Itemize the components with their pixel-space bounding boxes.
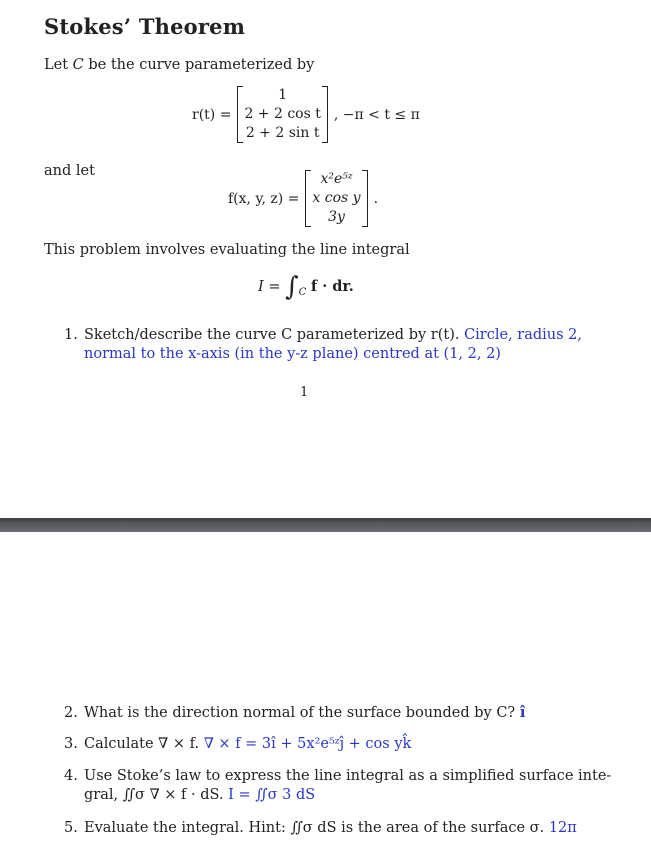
r-equation — [192, 86, 420, 143]
f-trail: . — [373, 190, 379, 207]
answer-2: î — [519, 704, 526, 721]
question-4-text-b: gral, ∬σ ∇ × f · dS. — [84, 787, 224, 803]
page-2 — [0, 532, 651, 850]
f-row-1: x²e⁵ᶻ — [320, 171, 353, 187]
f-lhs: f(x, y, z) = — [228, 190, 300, 207]
r-lhs: r(t) = — [192, 106, 232, 123]
f-row-2: x cos y — [312, 190, 361, 206]
integral-lhs: I = — [258, 279, 281, 295]
r-vector — [237, 86, 327, 143]
integral-sign-icon: ∫ — [285, 272, 299, 302]
question-3: 3. Calculate ∇ × f. ∇ × f = 3î + 5x²e⁵ᶻĵ + cos yk̂ — [64, 736, 412, 752]
question-3-text: Calculate ∇ × f. — [84, 736, 200, 752]
r-domain: , −π < t ≤ π — [333, 106, 420, 123]
and-let-text: and let — [44, 163, 95, 179]
line-integral — [258, 272, 354, 302]
question-5: 5. Evaluate the integral. Hint: ∬σ dS is the area of the surface σ. 12π — [64, 820, 577, 836]
question-2: 2. What is the direction normal of the surface bounded by C? î — [64, 704, 526, 721]
question-4-text-a: Use Stoke’s law to express the line integral as a simplified surface inte- — [84, 768, 612, 784]
question-1-text: Sketch/describe the curve C parameterized by r(t). — [84, 327, 460, 343]
f-equation — [228, 170, 378, 227]
integral-subscript: C — [298, 286, 307, 298]
page-number: 1 — [300, 385, 309, 400]
answer-4: I = ∬σ 3 dS — [228, 787, 316, 803]
f-vector — [305, 170, 367, 227]
question-1: 1. Sketch/describe the curve C parameterized by r(t). Circle, radius 2, — [64, 327, 583, 343]
r-row-2: 2 + 2 cos t — [244, 106, 321, 122]
f-row-3: 3y — [328, 209, 345, 225]
page-divider — [0, 518, 651, 532]
page-title: Stokes’ Theorem — [44, 14, 246, 39]
r-row-3: 2 + 2 sin t — [245, 125, 320, 141]
question-4: 4. Use Stoke’s law to express the line integral as a simplified surface inte- — [64, 768, 612, 784]
answer-3: ∇ × f = 3î + 5x²e⁵ᶻĵ + cos yk̂ — [203, 736, 412, 752]
question-5-text: Evaluate the integral. Hint: ∬σ dS is the area of the surface σ. — [84, 820, 545, 836]
problem-text: This problem involves evaluating the line integral — [44, 242, 410, 258]
answer-1b: normal to the x-axis (in the y-z plane) centred at (1, 2, 2) — [84, 346, 501, 362]
answer-1a: Circle, radius 2, — [464, 327, 583, 343]
question-2-text: What is the direction normal of the surface bounded by C? — [84, 705, 516, 721]
r-row-1: 1 — [278, 87, 288, 103]
answer-5: 12π — [548, 820, 577, 836]
question-4-line-2 — [84, 787, 315, 803]
intro-text: Let C be the curve parameterized by — [44, 57, 315, 73]
integral-body: f · dr. — [310, 278, 354, 295]
